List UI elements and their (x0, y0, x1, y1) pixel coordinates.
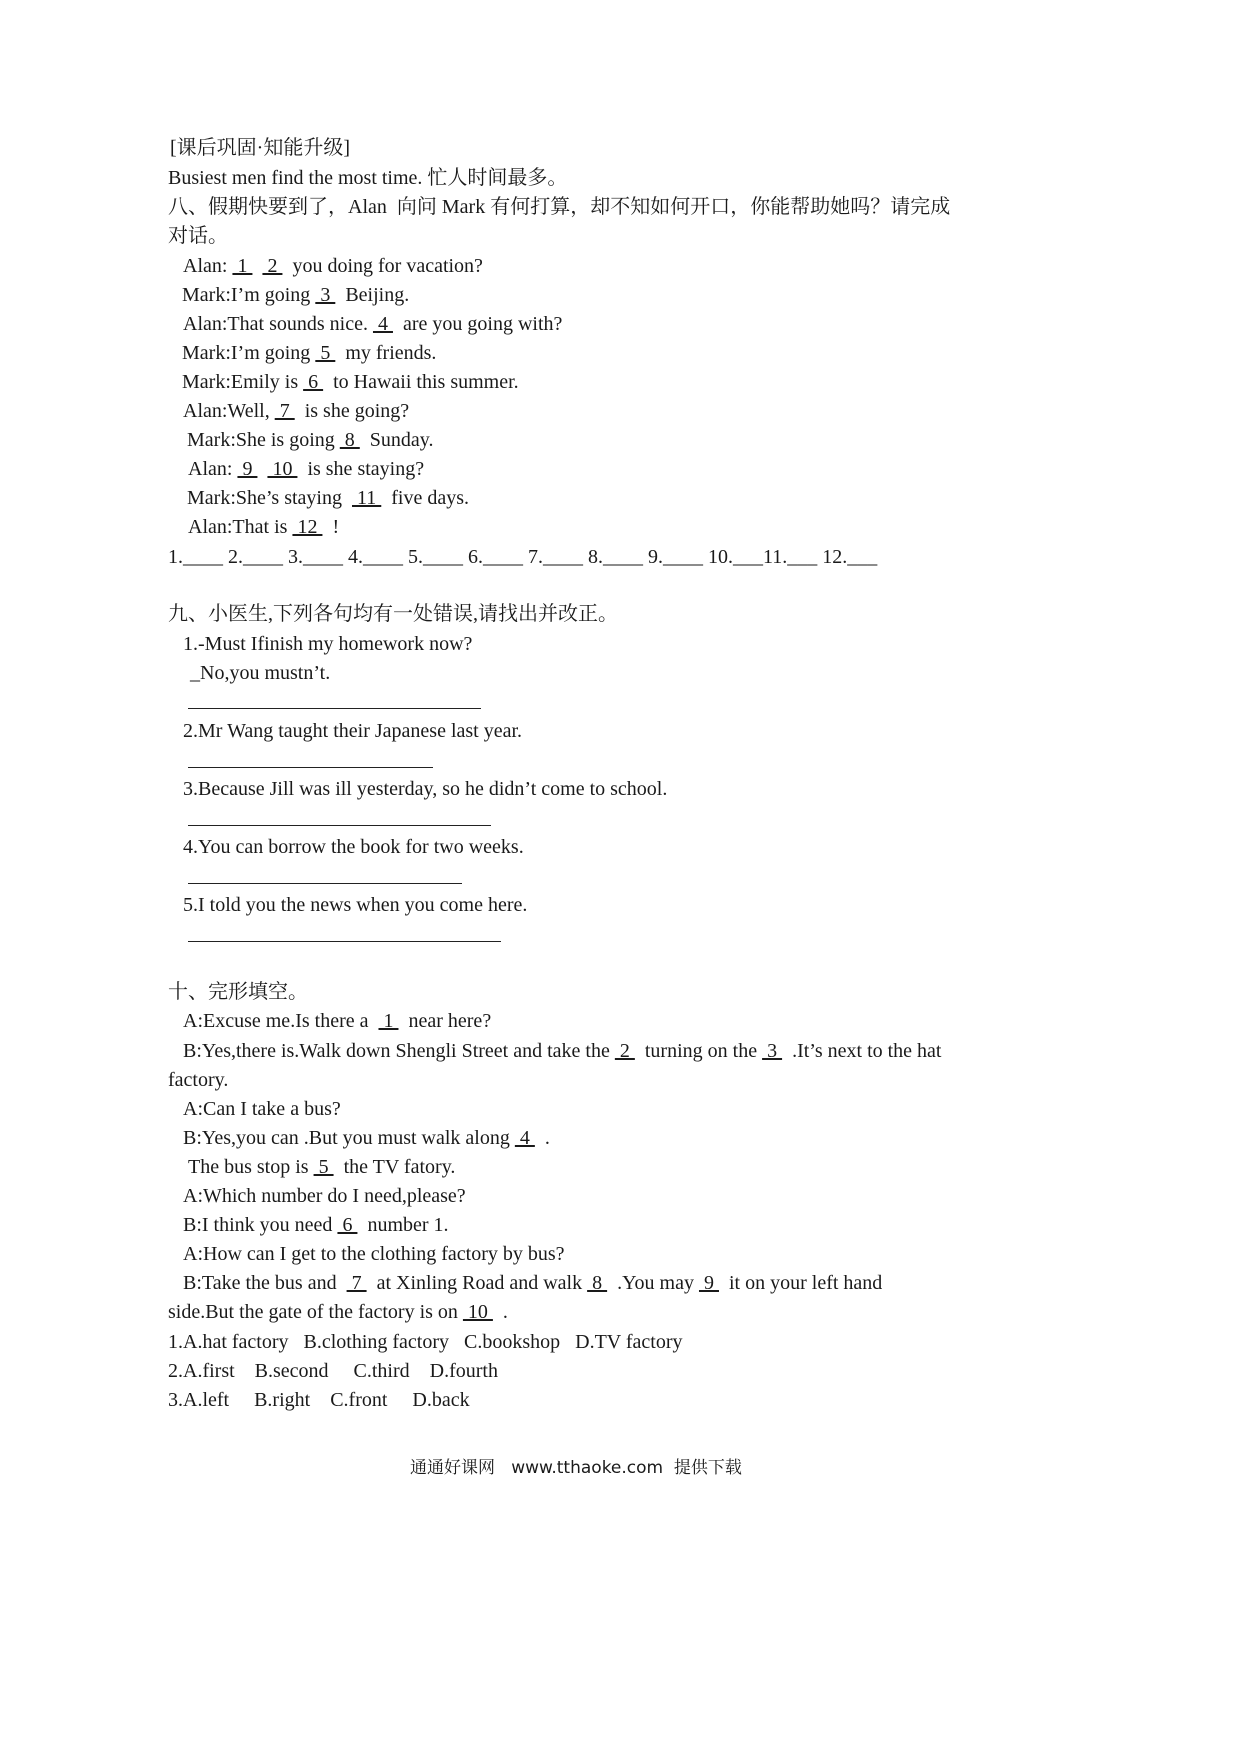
option-line: 1.A.hat factory B.clothing factory C.bookshop D.TV factory (168, 1331, 683, 1353)
answer-rule (188, 767, 433, 768)
cloze-line: A:Which number do I need,please? (183, 1185, 466, 1207)
dialogue-line: Alan:Well, 7 is she going? (183, 400, 410, 422)
dialogue-line: Mark:Emily is 6 to Hawaii this summer. (182, 371, 519, 393)
blank: 4 (514, 1127, 535, 1149)
cloze-line: The bus stop is 5 the TV fatory. (188, 1156, 456, 1178)
answer-rule (188, 825, 491, 826)
page-footer: 通通好课网 www.tthaoke.com 提供下载 (410, 1458, 742, 1478)
blank: 3 (315, 284, 336, 306)
blank: 7 (346, 1272, 367, 1294)
motto: Busiest men find the most time. 忙人时间最多。 (168, 167, 568, 189)
dialogue-line: Alan: 1 2 you doing for vacation? (183, 255, 483, 277)
blank: 9 (698, 1272, 719, 1294)
blank: 12 (292, 516, 323, 538)
section8-instruction-cont: 对话。 (168, 225, 228, 247)
cloze-line: B:Yes,you can .But you must walk along 4 . (183, 1127, 550, 1149)
section10-instruction: 十、完形填空。 (168, 981, 308, 1003)
blank: 8 (587, 1272, 608, 1294)
dialogue-line: Alan:That is 12 ! (188, 516, 340, 538)
blank: 9 (237, 458, 258, 480)
blank: 8 (339, 429, 360, 451)
section-title: [课后巩固·知能升级] (170, 137, 350, 159)
cloze-line: factory. (168, 1069, 229, 1091)
blank: 5 (313, 1156, 334, 1178)
blank: 4 (372, 313, 393, 335)
question-3: 3.Because Jill was ill yesterday, so he didn’t come to school. (183, 778, 668, 800)
question-5: 5.I told you the news when you come here. (183, 894, 528, 916)
blank: 10 (267, 458, 298, 480)
option-line: 3.A.left B.right C.front D.back (168, 1389, 470, 1411)
answer-line: 1.____ 2.____ 3.____ 4.____ 5.____ 6.____ 7.____ 8.____ 9.____ 10.___11.___ 12.___ (168, 546, 878, 568)
blank: 2 (614, 1040, 635, 1062)
dialogue-line: Mark:I’m going 5 my friends. (182, 342, 437, 364)
cloze-line: A:Can I take a bus? (183, 1098, 341, 1120)
question-1: 1.-Must Ifinish my homework now? (183, 633, 473, 655)
dialogue-line: Mark:She is going 8 Sunday. (187, 429, 434, 451)
blank: 6 (337, 1214, 358, 1236)
cloze-line: A:How can I get to the clothing factory by bus? (183, 1243, 565, 1265)
cloze-line: A:Excuse me.Is there a 1 near here? (183, 1010, 492, 1032)
section9-instruction: 九、小医生,下列各句均有一处错误,请找出并改正。 (168, 603, 618, 625)
dialogue-line: Alan:That sounds nice. 4 are you going with? (183, 313, 563, 335)
answer-rule (188, 708, 481, 709)
cloze-line: B:Yes,there is.Walk down Shengli Street and take the 2 turning on the 3 .It’s next to the hat (183, 1040, 942, 1062)
blank: 7 (274, 400, 295, 422)
dialogue-line: Mark:I’m going 3 Beijing. (182, 284, 410, 306)
blank: 1 (232, 255, 253, 277)
blank: 5 (315, 342, 336, 364)
cloze-line: B:Take the bus and 7 at Xinling Road and walk 8 .You may 9 it on your left hand (183, 1272, 883, 1294)
blank: 6 (303, 371, 324, 393)
blank: 10 (462, 1301, 493, 1323)
blank: 2 (262, 255, 283, 277)
answer-rule (188, 941, 501, 942)
blank: 11 (352, 487, 382, 509)
question-2: 2.Mr Wang taught their Japanese last year. (183, 720, 523, 742)
cloze-line: B:I think you need 6 number 1. (183, 1214, 449, 1236)
option-line: 2.A.first B.second C.third D.fourth (168, 1360, 498, 1382)
question-4: 4.You can borrow the book for two weeks. (183, 836, 524, 858)
section8-instruction: 八、假期快要到了，Alan 向问 Mark 有何打算，却不知如何开口，你能帮助她吗？请完成 (168, 196, 951, 218)
question-1-reply: _No,you mustn’t. (190, 662, 331, 684)
dialogue-line: Alan: 9 10 is she staying? (188, 458, 425, 480)
answer-rule (188, 883, 462, 884)
dialogue-line: Mark:She’s staying 11 five days. (187, 487, 470, 509)
blank: 1 (378, 1010, 399, 1032)
blank: 3 (762, 1040, 783, 1062)
cloze-line: side.But the gate of the factory is on 10 . (168, 1301, 508, 1323)
